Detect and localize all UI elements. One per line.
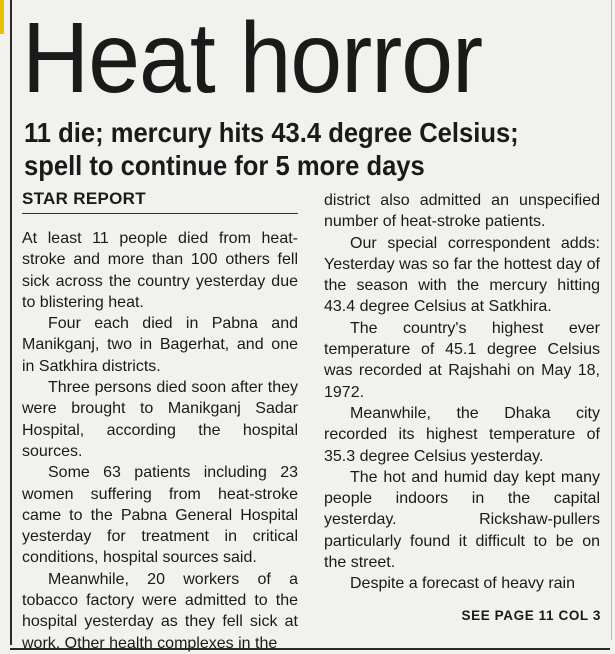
page-edge-accent <box>0 0 4 34</box>
headline: Heat horror <box>22 2 483 114</box>
right-column-rule <box>611 0 612 640</box>
paragraph: Four each died in Pabna and Manikganj, two in Bagerhat, and one in Satkhira districts. <box>22 315 298 375</box>
paragraph: district also admitted an unspecified number of heat-stroke patients. <box>324 192 600 231</box>
paragraph: Despite a forecast of heavy rain <box>350 575 576 593</box>
paragraph: The country's highest ever temperature of 45.1 degree Celsius was recorded at Rajshahi on May 18, 1972. <box>324 319 600 401</box>
paragraph: The hot and humid day kept many people indoors in the capital yesterday. Rickshaw-pullers particularly found it difficult to be on the street. <box>324 468 600 572</box>
continued-jump-line: SEE PAGE 11 COL 3 <box>461 608 601 623</box>
paragraph: Meanwhile, 20 workers of a tobacco factory were admitted to the hospital yesterday as they fell sick at work. Other health complexes in the <box>22 570 298 652</box>
subhead-line-2: spell to continue for 5 more days <box>24 150 425 181</box>
article-column-right <box>324 190 600 595</box>
left-column-rule <box>10 0 12 645</box>
paragraph: Meanwhile, the Dhaka city recorded its highest temperature of 35.3 degree Celsius yesterday. <box>324 404 600 465</box>
article-column-left <box>22 188 298 654</box>
paragraph: Three persons died soon after they were brought to Manikganj Sadar Hospital, according the hospital sources. <box>22 379 298 460</box>
subhead-line-1: 11 die; mercury hits 43.4 degree Celsius; <box>24 117 519 148</box>
paragraph: At least 11 people died from heat-stroke and more than 100 others fell sick across the country yesterday due to blistering heat. <box>22 230 298 311</box>
byline: STAR REPORT <box>22 188 298 214</box>
subheadline <box>24 116 563 182</box>
paragraph: Some 63 patients including 23 women suffering from heat-stroke came to the Pabna General Hospital yesterday for treatment in critical conditions, hospital sources said. <box>22 464 298 567</box>
paragraph: Our special correspondent adds: Yesterday was so far the hottest day of the season with the mercury hitting 43.4 degree Celsius at Satkhira. <box>324 234 600 316</box>
